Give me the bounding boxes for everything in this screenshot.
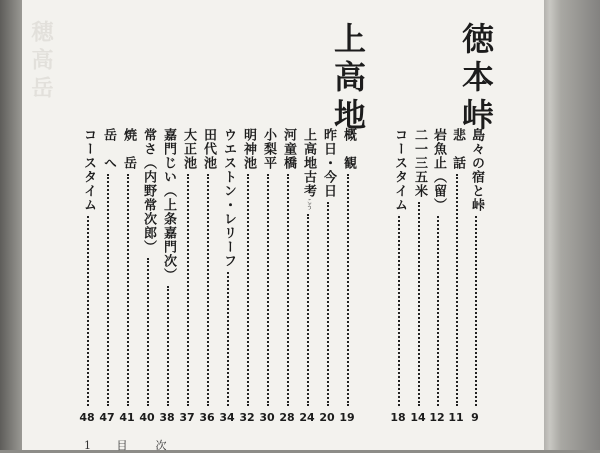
toc-entry-page: 32 (239, 411, 255, 424)
toc-entry-page: 34 (219, 411, 235, 424)
toc-entry-page: 12 (429, 411, 445, 424)
page-footer (84, 437, 169, 453)
toc-entry[interactable] (200, 128, 216, 426)
dot-leader (71, 216, 89, 406)
toc-entry[interactable] (260, 128, 276, 426)
toc-entry-title: 常さ（内野常次郎） (141, 128, 156, 254)
toc-entry[interactable] (391, 128, 407, 426)
toc-entry[interactable] (449, 128, 465, 426)
toc-entry-page: 40 (139, 411, 155, 424)
book-spine-edge (544, 0, 600, 450)
toc-entry[interactable] (220, 128, 236, 426)
toc-entry-title: 田代池 (201, 128, 216, 170)
toc-entry[interactable] (340, 128, 356, 426)
toc-entry-page: 41 (119, 411, 135, 424)
toc-entry-title: 昨日・今日 (321, 128, 336, 198)
toc-entry-page: 18 (390, 411, 406, 424)
spine-shadow (544, 0, 550, 450)
toc-entry-title: 河童橋 (281, 128, 296, 170)
toc-entry-title: コースタイム (81, 128, 96, 212)
toc-entry[interactable] (240, 128, 256, 426)
toc-entry-page: 24 (299, 411, 315, 424)
toc-entry[interactable] (160, 128, 176, 426)
toc-entry-title: 二一三五米 (412, 128, 427, 198)
running-header: 目 次 (116, 439, 169, 452)
dot-leader (382, 216, 400, 406)
toc-entry[interactable] (320, 128, 336, 426)
page-number: 1 (84, 439, 93, 452)
toc-entry[interactable] (411, 128, 427, 426)
toc-entry-page: 28 (279, 411, 295, 424)
toc-entry[interactable] (120, 128, 136, 426)
toc-entry-title: 小梨平 (261, 128, 276, 170)
toc-entry-page: 48 (79, 411, 95, 424)
toc-entry[interactable] (180, 128, 196, 426)
toc-entry[interactable] (100, 128, 116, 426)
toc-entry-title: 上高地古考 (301, 128, 316, 198)
toc-page (22, 0, 544, 450)
toc-entry-title: 焼 岳 (121, 128, 136, 170)
toc-entry-title: 岩魚止（留） (431, 128, 446, 212)
toc-entry-page: 36 (199, 411, 215, 424)
ruby-reading: こう (305, 198, 312, 210)
toc-entry[interactable] (430, 128, 446, 426)
toc-entry[interactable] (468, 128, 484, 426)
toc-entry-page: 20 (319, 411, 335, 424)
toc-entry-title: コースタイム (392, 128, 407, 212)
toc-entry-title: 岳 へ (101, 128, 116, 170)
section-title-tokugo-toge: 徳本峠 (457, 22, 495, 136)
toc-entry-title: 大正池 (181, 128, 196, 170)
toc-entry-title: 島々の宿と峠 (469, 128, 484, 212)
toc-entry-page: 11 (448, 411, 464, 424)
toc-entry-page: 37 (179, 411, 195, 424)
toc-entry-page: 47 (99, 411, 115, 424)
toc-entry-page: 9 (471, 411, 479, 424)
toc-entry[interactable] (140, 128, 156, 426)
toc-entry-page: 30 (259, 411, 275, 424)
section-title-kamikochi: 上高地 (329, 22, 367, 136)
bleed-through-text: 穂高岳 (28, 20, 54, 104)
toc-entry-title: 明神池 (241, 128, 256, 170)
toc-entry-title: 概 観 (341, 128, 356, 170)
toc-entry[interactable] (300, 128, 316, 426)
toc-entry-title: ウエストン・レリーフ (221, 128, 236, 268)
toc-entry[interactable] (80, 128, 96, 426)
toc-entry-page: 38 (159, 411, 175, 424)
toc-entry-page: 14 (410, 411, 426, 424)
toc-entry-page: 19 (339, 411, 355, 424)
toc-entry-title: 悲 話 (450, 128, 465, 170)
toc-entry[interactable] (280, 128, 296, 426)
toc-entry-title: 嘉門じい（上条嘉門次） (161, 128, 176, 282)
adjacent-page-edge (0, 0, 22, 450)
